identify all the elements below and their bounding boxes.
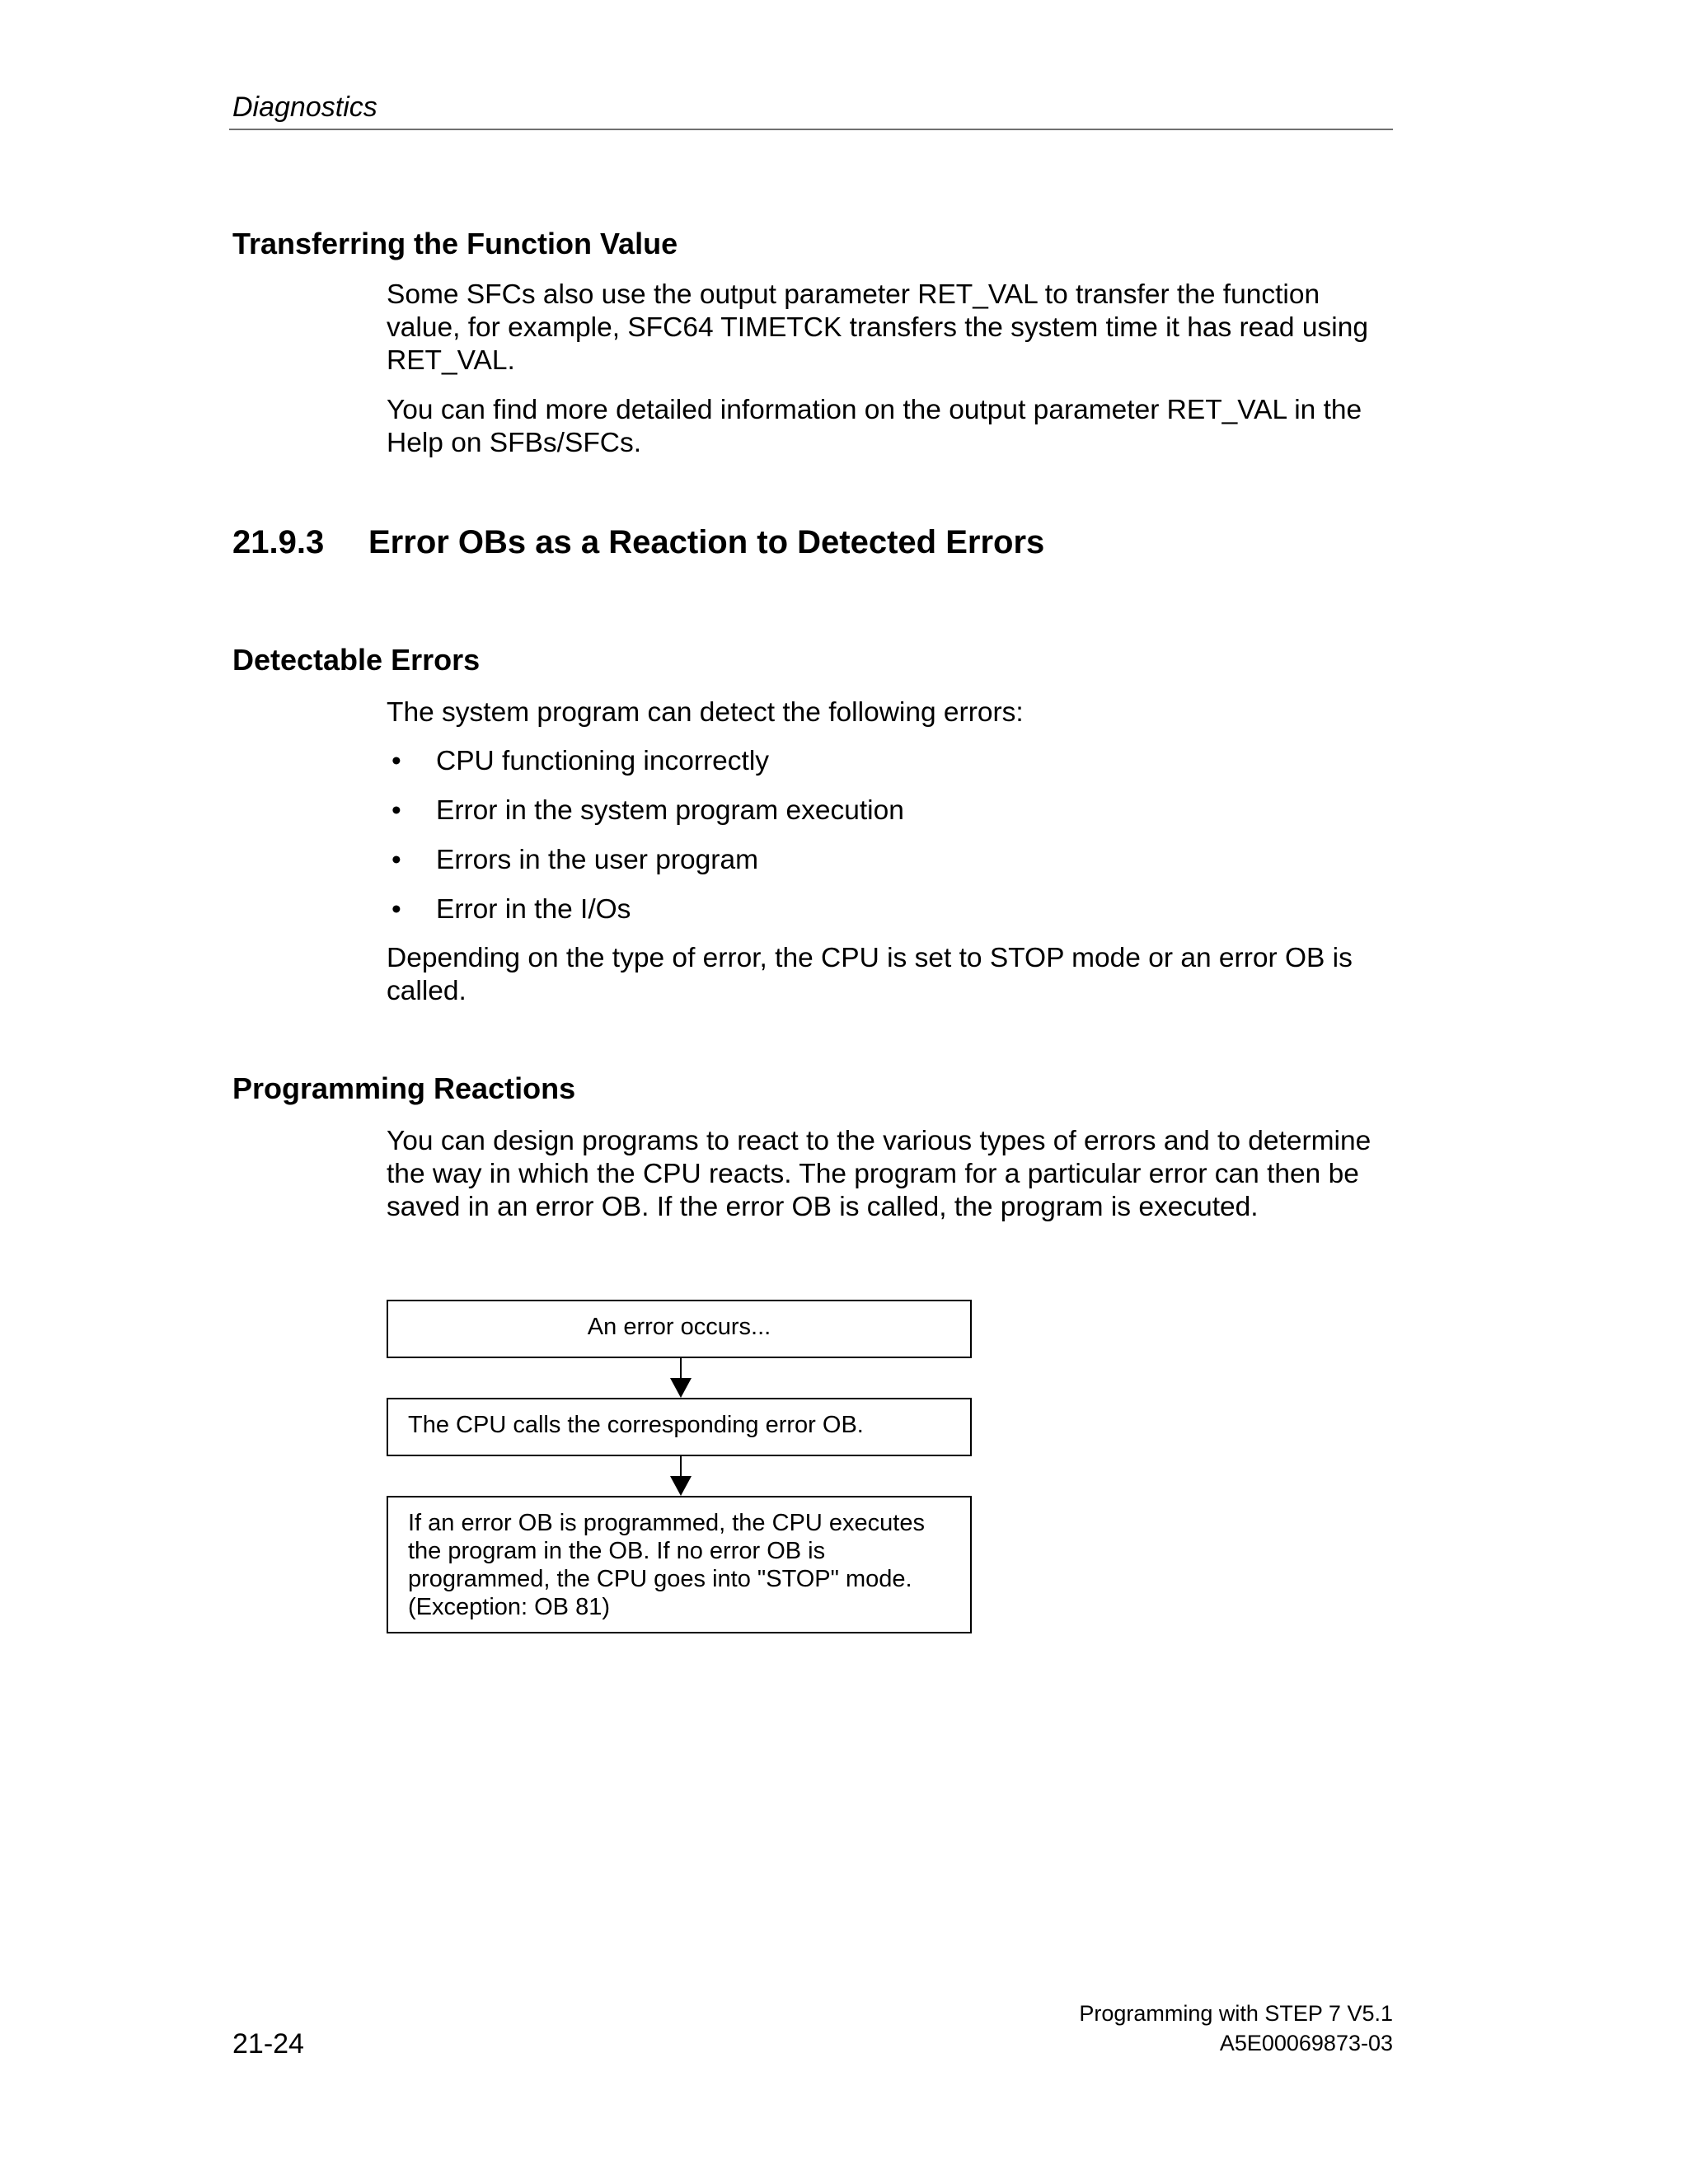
chapter-title: Error OBs as a Reaction to Detected Errors — [368, 524, 1045, 560]
flowchart-connector — [680, 1456, 682, 1478]
footer-info — [1079, 1999, 1393, 2058]
page-number: 21-24 — [232, 2028, 304, 2060]
flowchart-step-error-occurs — [387, 1300, 972, 1358]
paragraph-programming-reactions: You can design programs to react to the various types of errors and to determine the way in which the CPU reacts. The program for a particular error can then be saved in an error OB. If the error OB is called, the program is executed. — [387, 1126, 1372, 1222]
chapter-number: 21.9.3 — [232, 524, 325, 560]
error-list — [387, 745, 1376, 943]
bullet-icon: • — [392, 845, 401, 875]
list-item-text: CPU functioning incorrectly — [436, 746, 770, 776]
flowchart-step-text: An error occurs... — [587, 1314, 771, 1340]
paragraph-ret-val-intro: Some SFCs also use the output parameter RET_VAL to transfer the function value, for example, SFC64 TIMETCK transfers the system time it has read using RET_VAL. — [387, 279, 1368, 376]
arrow-down-icon — [670, 1476, 692, 1496]
list-item — [387, 745, 1376, 794]
flowchart-connector — [680, 1358, 682, 1380]
arrow-down-icon — [670, 1378, 692, 1398]
bullet-icon: • — [392, 894, 401, 925]
paragraph-detectable-intro: The system program can detect the following errors: — [387, 697, 1024, 728]
flowchart-step-cpu-calls-ob — [387, 1398, 972, 1456]
running-header: Diagnostics — [232, 91, 377, 123]
flowchart-step-cpu-executes — [387, 1496, 972, 1633]
header-rule — [229, 129, 1393, 130]
flowchart-step-text: If an error OB is programmed, the CPU executes the program in the OB. If no error OB is programmed, the CPU goes into "STOP" mode. (Exception: OB 81) — [408, 1510, 925, 1620]
heading-transferring-function-value: Transferring the Function Value — [232, 227, 678, 260]
list-item — [387, 893, 1376, 943]
bullet-icon: • — [392, 746, 401, 776]
list-item — [387, 794, 1376, 844]
chapter-heading — [232, 523, 1044, 562]
bullet-icon: • — [392, 795, 401, 826]
list-item-text: Errors in the user program — [436, 845, 758, 875]
paragraph-detectable-outro: Depending on the type of error, the CPU is set to STOP mode or an error OB is called. — [387, 943, 1353, 1006]
paragraph-ret-val-help: You can find more detailed information on the output parameter RET_VAL in the Help on SFBs/SFCs. — [387, 395, 1362, 458]
document-number: A5E00069873-03 — [1219, 2031, 1393, 2055]
manual-title: Programming with STEP 7 V5.1 — [1079, 2001, 1393, 2026]
flowchart-step-text: The CPU calls the corresponding error OB. — [408, 1412, 864, 1438]
heading-programming-reactions: Programming Reactions — [232, 1071, 576, 1105]
list-item — [387, 844, 1376, 893]
list-item-text: Error in the system program execution — [436, 795, 904, 826]
list-item-text: Error in the I/Os — [436, 894, 631, 925]
heading-detectable-errors: Detectable Errors — [232, 643, 481, 677]
